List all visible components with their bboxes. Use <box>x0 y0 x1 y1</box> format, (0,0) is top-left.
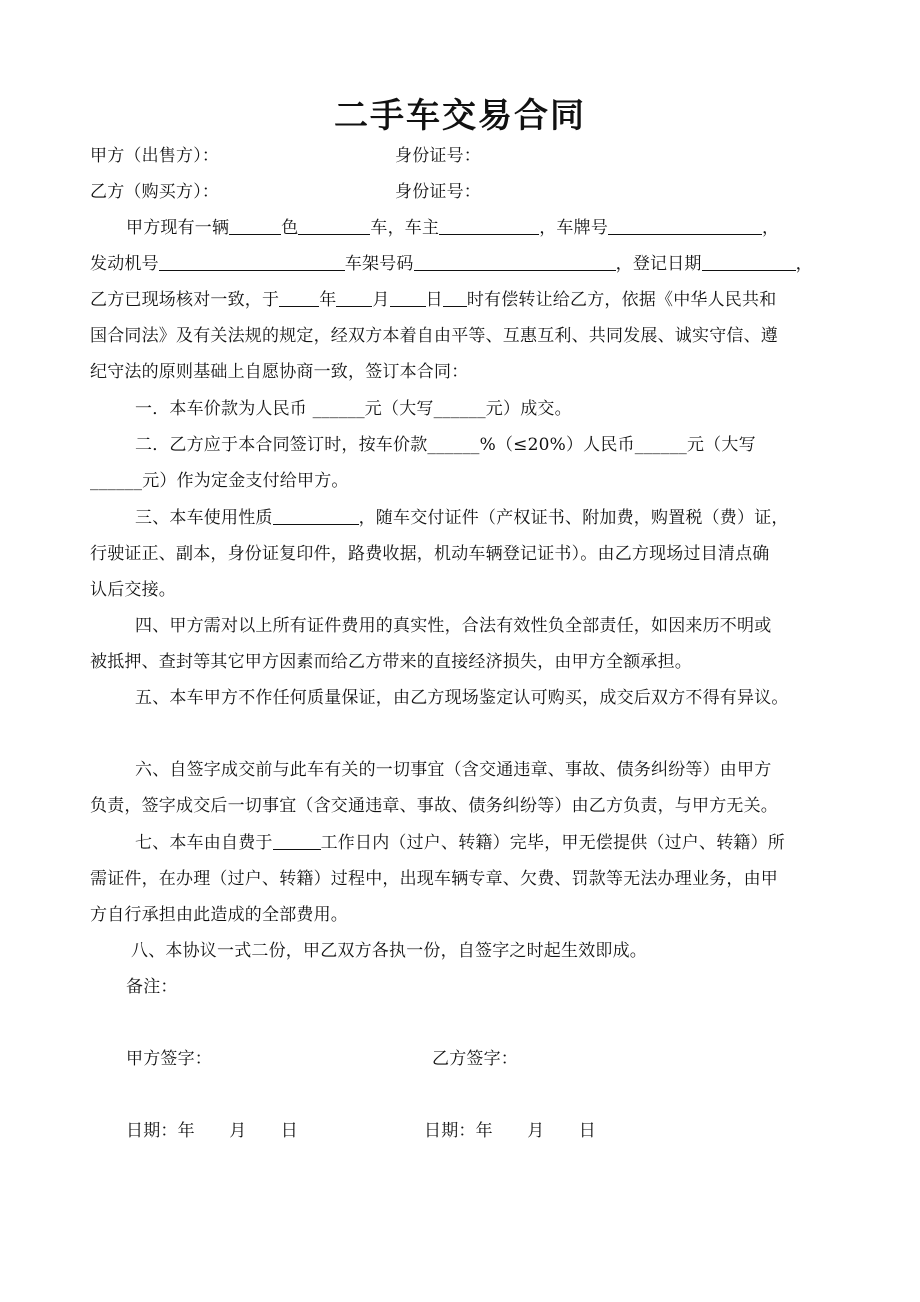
intro-text: ， <box>795 254 813 274</box>
clause-4-line-1: 四、甲方需对以上所有证件费用的真实性，合法有效性负全部责任，如因来历不明或 <box>135 616 772 636</box>
clause-6-line-1: 六、自签字成交前与此车有关的一切事宜（含交通违章、事故、债务纠纷等）由甲方 <box>135 760 772 780</box>
registration-date-blank <box>702 254 796 271</box>
clause-text: 三、本车使用性质 <box>135 508 273 528</box>
plate-blank <box>608 218 762 235</box>
intro-line-4: 国合同法》及有关法规的规定，经双方本着自由平等、互惠互利、共同发展、诚实守信、遵 <box>90 326 778 346</box>
clause-6-line-2: 负责，签字成交后一切事宜（含交通违章、事故、债务纠纷等）由乙方负责，与甲方无关。 <box>90 796 778 816</box>
intro-text: ，车牌号 <box>539 218 609 238</box>
intro-text: 日 <box>425 290 443 310</box>
party-b-signature-label: 乙方签字： <box>432 1049 518 1069</box>
clause-3-line-3: 认后交接。 <box>90 580 176 600</box>
remarks-label: 备注： <box>126 977 178 997</box>
clause-7-line-2: 需证件，在办理（过户、转籍）过程中，出现车辆专章、欠费、罚款等无法办理业务，由甲 <box>90 869 778 889</box>
clause-3-line-2: 行驶证正、副本，身份证复印件，路费收据，机动车辆登记证书）。由乙方现场过目清点确 <box>90 544 770 564</box>
year-blank <box>279 290 319 307</box>
intro-text: ，登记日期 <box>615 254 702 274</box>
engine-number-blank <box>159 254 345 271</box>
clause-text: 七、本车由自费于 <box>135 833 273 853</box>
intro-line-5: 纪守法的原则基础上自愿协商一致，签订本合同： <box>90 362 469 382</box>
intro-text: 乙方已现场核对一致，于 <box>90 290 280 310</box>
intro-line-3 <box>90 290 850 310</box>
clause-2-line-2: ______元）作为定金支付给甲方。 <box>90 471 349 491</box>
clause-3-line-1 <box>135 508 895 528</box>
usage-type-blank <box>273 508 359 525</box>
intro-text: 甲方现有一辆 <box>126 218 230 238</box>
party-a-id-label: 身份证号： <box>395 146 481 166</box>
party-b-date-label: 日期：年 月 日 <box>424 1121 596 1141</box>
intro-text: 色 <box>281 218 299 238</box>
party-b-row <box>90 182 850 202</box>
party-a-label: 甲方（出售方）： <box>90 146 220 166</box>
party-a-signature-label: 甲方签字： <box>126 1049 212 1069</box>
clause-text: ，随车交付证件（产权证书、附加费，购置税（费）证， <box>358 508 789 528</box>
document-title: 二手车交易合同 <box>334 96 586 136</box>
clause-7-line-3: 方自行承担由此造成的全部费用。 <box>90 905 348 925</box>
month-blank <box>336 290 372 307</box>
clause-text: 工作日内（过户、转籍）完毕，甲无偿提供（过户、转籍）所 <box>320 833 786 853</box>
intro-text: 月 <box>372 290 390 310</box>
intro-text: ， <box>762 218 780 238</box>
hour-blank <box>443 290 467 307</box>
working-days-blank <box>273 833 321 850</box>
intro-text: 车，车主 <box>370 218 440 238</box>
intro-line-1 <box>126 218 886 238</box>
day-blank <box>390 290 426 307</box>
intro-text: 发动机号 <box>90 254 159 274</box>
clause-1: 一．本车价款为人民币 ______元（大写______元）成交。 <box>135 399 572 419</box>
clause-2-line-1: 二．乙方应于本合同签订时，按车价款______%（≤20%）人民币______元（大写 <box>135 435 756 455</box>
party-b-id-label: 身份证号： <box>395 182 481 202</box>
car-type-blank <box>298 218 370 235</box>
party-b-label: 乙方（购买方）： <box>90 182 220 202</box>
intro-text: 车架号码 <box>344 254 414 274</box>
intro-text: 年 <box>319 290 337 310</box>
intro-line-2 <box>90 254 850 274</box>
clause-7-line-1 <box>135 833 895 853</box>
party-a-row <box>90 146 850 166</box>
party-a-date-label: 日期：年 月 日 <box>126 1121 298 1141</box>
clause-4-line-2: 被抵押、查封等其它甲方因素而给乙方带来的直接经济损失，由甲方全额承担。 <box>90 652 692 672</box>
clause-5: 五、本车甲方不作任何质量保证，由乙方现场鉴定认可购买，成交后双方不得有异议。 <box>135 688 789 708</box>
owner-blank <box>439 218 539 235</box>
clause-8: 八、本协议一式二份，甲乙双方各执一份，自签字之时起生效即成。 <box>131 941 647 961</box>
intro-text: 时有偿转让给乙方，依据《中华人民共和 <box>466 290 777 310</box>
color-blank <box>229 218 281 235</box>
vin-blank <box>414 254 616 271</box>
